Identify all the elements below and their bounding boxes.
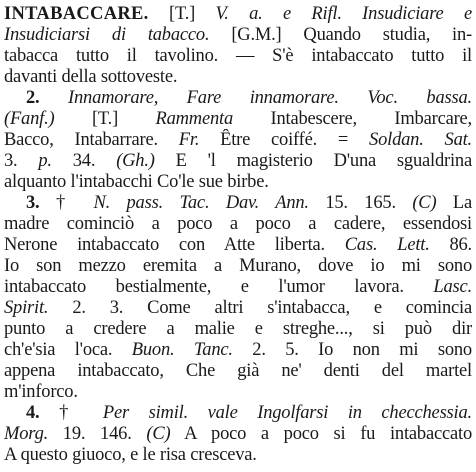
entry-line-6	[4, 108, 472, 130]
text-run: Innamorare, Fare innamorare. Voc. bassa.	[68, 88, 472, 108]
text-run: alquanto l'intabacchi Co'le sue birbe.	[4, 172, 269, 192]
text-run: Intabescere, Imbarcare,	[233, 109, 472, 129]
text-run: ch'e'sia l'oca.	[4, 340, 132, 360]
text-run: davanti della sottoveste.	[4, 67, 178, 87]
text-run: Nerone intabaccato con Atte liberta.	[4, 235, 345, 255]
text-run: 19. 146.	[48, 424, 147, 444]
entry-line-3	[4, 45, 472, 67]
text-run: Per simil. vale Ingolfarsi in checchessia.	[102, 403, 472, 423]
text-run: †	[59, 403, 103, 423]
entry-line-5	[4, 87, 472, 109]
entry-line-11	[4, 213, 472, 235]
entry-line-1	[4, 3, 472, 25]
entry-line-13	[4, 255, 472, 277]
text-run: Spirit.	[4, 298, 49, 318]
entry-line-10	[4, 192, 472, 214]
text-run: intabaccato bestialmente, e l'umor lavora.	[4, 277, 434, 297]
text-run: Soldan. Sat.	[369, 130, 472, 150]
text-run: Rammenta	[155, 109, 234, 129]
entry-line-22	[4, 444, 472, 466]
entry-line-12	[4, 234, 472, 256]
text-run: 3.	[4, 151, 39, 171]
text-run: Io son mezzo eremita a Murano, dove io mi sono	[4, 256, 472, 276]
text-run: 34.	[51, 151, 117, 171]
text-run: (Fanf.)	[4, 109, 55, 129]
entry-line-16	[4, 318, 472, 340]
entry-line-19	[4, 381, 472, 403]
text-run: (C)	[146, 424, 171, 444]
text-run: 86.	[429, 235, 472, 255]
text-run: A poco a poco si fu intabaccato	[170, 424, 472, 444]
text-run: appena intabaccato, Che già ne' denti del martel	[4, 361, 472, 381]
text-run: 15. 165.	[308, 193, 413, 213]
text-run: Cas. Lett.	[344, 235, 430, 255]
entry-line-17	[4, 339, 472, 361]
text-run: Être coiffé. =	[199, 130, 370, 150]
text-run: 2.	[26, 88, 69, 108]
text-run: †	[55, 193, 94, 213]
text-run: Insudiciarsi di tabacco.	[4, 25, 210, 45]
text-run: [G.M.] Quando studia, in-	[209, 25, 472, 45]
entry-line-8	[4, 150, 472, 172]
text-run: Morg.	[4, 424, 49, 444]
text-run: (Gh.)	[116, 151, 155, 171]
entry-line-14	[4, 276, 472, 298]
entry-line-20	[4, 402, 472, 424]
text-run: Lasc.	[433, 277, 472, 297]
text-run: Fr.	[178, 130, 200, 150]
text-run: 4.	[26, 403, 60, 423]
text-run: p.	[38, 151, 52, 171]
text-run: N. pass. Tac. Dav. Ann.	[93, 193, 309, 213]
entry-line-18	[4, 360, 472, 382]
entry-line-15	[4, 297, 472, 319]
text-run: 3.	[26, 193, 56, 213]
text-run: INTABACCARE.	[4, 4, 149, 24]
text-run: La	[436, 193, 472, 213]
text-run: [T.]	[54, 109, 156, 129]
entry-line-9	[4, 171, 472, 193]
text-run: madre cominciò a poco a poco a cadere, essendosi	[4, 214, 472, 234]
entry-line-7	[4, 129, 472, 151]
text-run: (C)	[412, 193, 437, 213]
text-run: A questo giuoco, e le risa cresceva.	[4, 445, 257, 465]
text-run: tabacca tutto il tavolino. — S'è intabaccato tutto il	[4, 46, 472, 66]
text-run: Buon. Tanc.	[131, 340, 233, 360]
text-run: punto a credere a malie e streghe..., si può dir	[4, 319, 472, 339]
entry-line-21	[4, 423, 472, 445]
entry-line-2	[4, 24, 472, 46]
text-run: [T.]	[148, 4, 216, 24]
text-run: Bacco, Intabarrare.	[4, 130, 179, 150]
text-run: V. a. e Rifl. Insudiciare e	[215, 4, 472, 24]
text-run: 2. 5. Io non mi sono	[232, 340, 472, 360]
text-run: m'inforco.	[4, 382, 78, 402]
entry-line-4	[4, 66, 472, 88]
text-run: 2. 3. Come altri s'intabacca, e comincia	[48, 298, 472, 318]
dictionary-entry	[4, 3, 472, 469]
text-run: E 'l magisterio D'una sgualdrina	[154, 151, 472, 171]
